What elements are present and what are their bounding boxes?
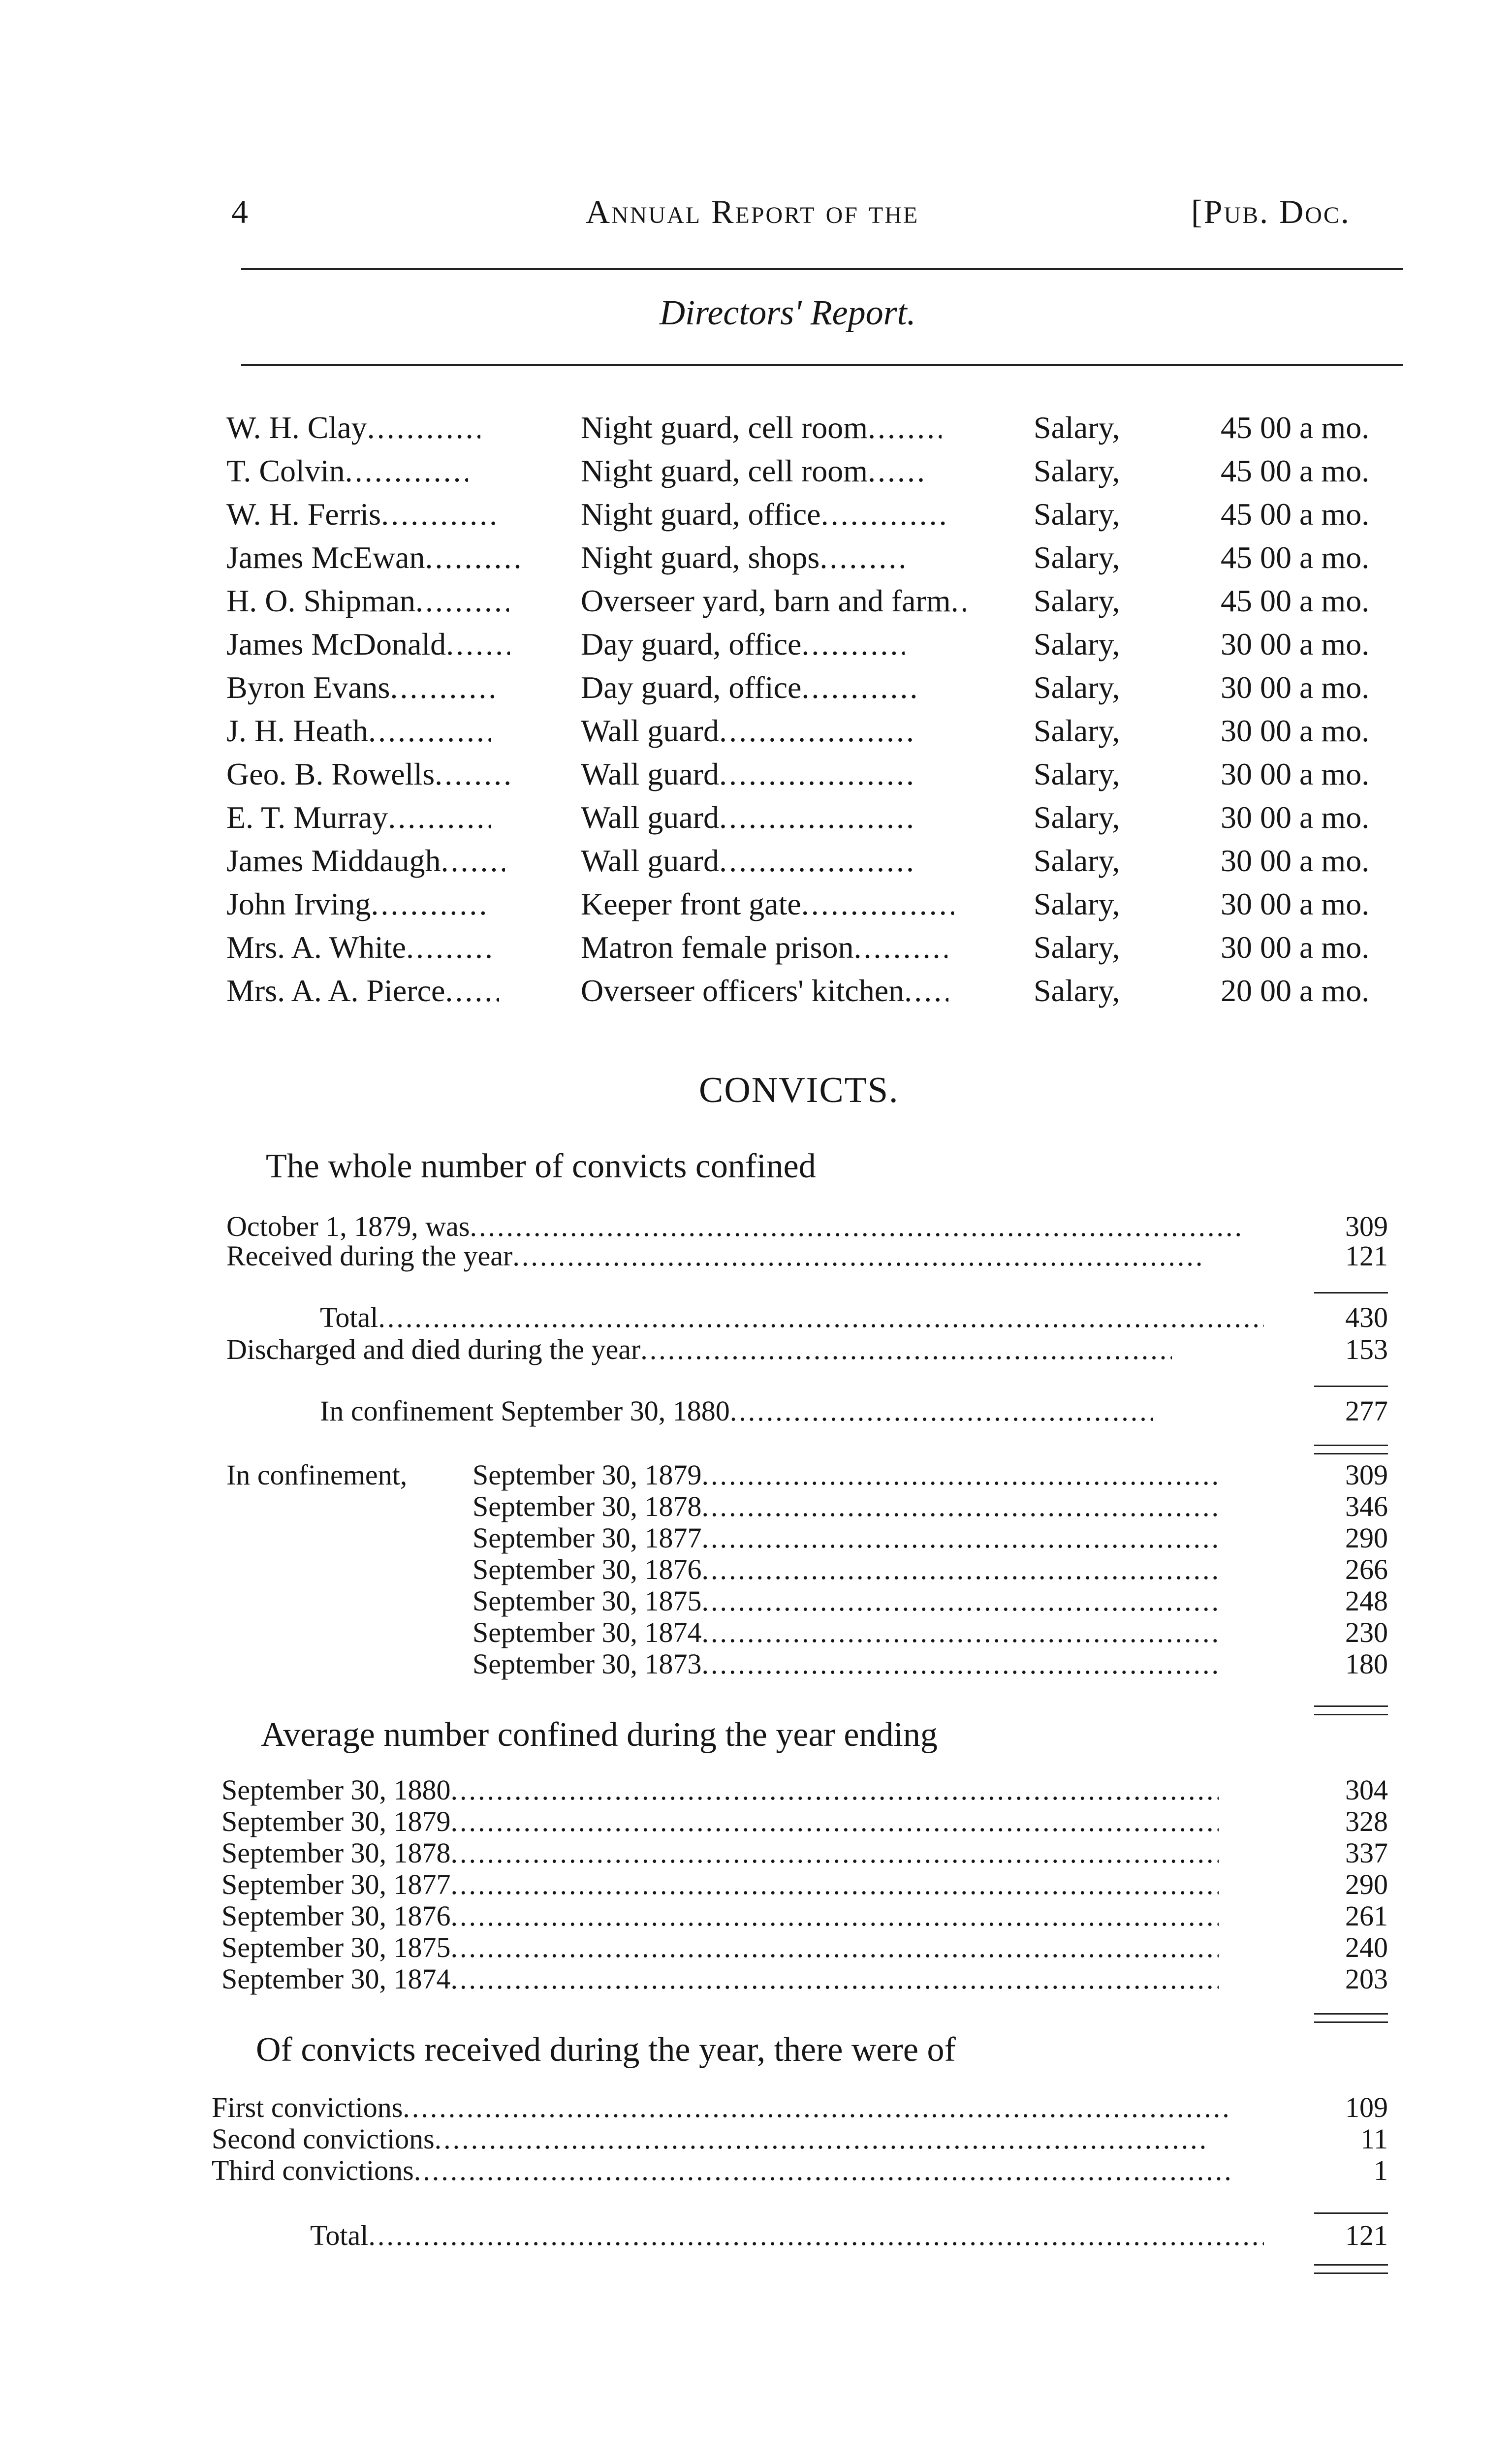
average-value: 203 bbox=[1345, 1963, 1388, 1995]
convictions-total-value: 121 bbox=[1345, 2219, 1388, 2251]
average-row bbox=[221, 1837, 1219, 1869]
leader-dots bbox=[801, 623, 905, 666]
in-confinement-1880-label: In confinement September 30, 1880 bbox=[320, 1395, 730, 1427]
history-value: 248 bbox=[1345, 1585, 1388, 1617]
leader-dots bbox=[702, 1554, 1219, 1585]
average-value: 261 bbox=[1345, 1900, 1388, 1932]
leader-dots bbox=[381, 493, 499, 536]
leader-dots bbox=[854, 926, 947, 969]
difference-rule bbox=[1314, 1386, 1388, 1387]
history-row bbox=[472, 1491, 1219, 1522]
history-prefix: In confinement, bbox=[226, 1459, 408, 1491]
history-row bbox=[472, 1459, 1219, 1491]
in-confinement-1880-row bbox=[320, 1395, 1153, 1427]
convictions-total-label: Total bbox=[310, 2219, 369, 2251]
history-date: September 30, 1875 bbox=[472, 1585, 702, 1617]
staff-pay-type: Salary, bbox=[1034, 973, 1120, 1008]
staff-name: Mrs. A. A. Pierce..... bbox=[226, 969, 499, 1012]
conviction-row bbox=[212, 2092, 1229, 2123]
staff-amount: 30 00 a mo. bbox=[1221, 800, 1370, 835]
page-number: 4 bbox=[231, 193, 248, 230]
convicts-heading: CONVICTS. bbox=[699, 1070, 899, 1110]
staff-position: Overseer yard, barn and farm..... bbox=[581, 579, 966, 623]
average-date: September 30, 1876 bbox=[221, 1900, 451, 1932]
leader-dots bbox=[445, 969, 499, 1012]
staff-pay-type: Salary, bbox=[1034, 930, 1120, 965]
discharged-value: 153 bbox=[1345, 1333, 1388, 1365]
leader-dots bbox=[345, 449, 468, 493]
discharged-label: Discharged and died during the year bbox=[226, 1333, 641, 1365]
leader-dots bbox=[435, 753, 513, 796]
staff-pay-type: Salary, bbox=[1034, 583, 1120, 618]
conviction-value: 11 bbox=[1360, 2123, 1388, 2155]
leader-dots bbox=[730, 1395, 1153, 1427]
discharged-row bbox=[226, 1334, 1172, 1365]
staff-position: Matron female prison..... bbox=[581, 926, 947, 969]
staff-amount: 20 00 a mo. bbox=[1221, 973, 1370, 1008]
received-row bbox=[226, 1240, 1201, 1272]
staff-amount: 30 00 a mo. bbox=[1221, 886, 1370, 921]
leader-dots bbox=[640, 1334, 1172, 1365]
staff-position: Day guard, office..... bbox=[581, 666, 919, 709]
staff-name: John Irving..... bbox=[226, 883, 489, 926]
in-confinement-1880-value: 277 bbox=[1345, 1395, 1388, 1427]
history-row bbox=[472, 1585, 1219, 1617]
history-value: 180 bbox=[1345, 1648, 1388, 1680]
staff-amount: 45 00 a mo. bbox=[1221, 540, 1370, 575]
staff-position: Night guard, office..... bbox=[581, 493, 949, 536]
whole-number-lead: The whole number of convicts confined bbox=[266, 1147, 816, 1185]
leader-dots bbox=[512, 1240, 1201, 1272]
oct-1879-value: 309 bbox=[1345, 1210, 1388, 1242]
average-row bbox=[221, 1869, 1219, 1900]
staff-amount: 30 00 a mo. bbox=[1221, 843, 1370, 878]
leader-dots bbox=[801, 666, 919, 709]
staff-position: Overseer officers' kitchen..... bbox=[581, 969, 948, 1012]
total-row bbox=[320, 1302, 1264, 1333]
conviction-value: 1 bbox=[1374, 2154, 1388, 2186]
leader-dots bbox=[403, 2092, 1229, 2123]
subtitle-rule bbox=[241, 364, 1403, 366]
average-date: September 30, 1878 bbox=[221, 1837, 451, 1869]
history-row bbox=[472, 1648, 1219, 1680]
staff-pay-type: Salary, bbox=[1034, 410, 1120, 445]
average-date: September 30, 1875 bbox=[221, 1931, 451, 1963]
staff-pay-type: Salary, bbox=[1034, 670, 1120, 705]
leader-dots bbox=[451, 1806, 1219, 1837]
history-date: September 30, 1878 bbox=[472, 1490, 702, 1522]
average-value: 240 bbox=[1345, 1931, 1388, 1963]
staff-position: Night guard, cell room..... bbox=[581, 449, 927, 493]
staff-name: Byron Evans..... bbox=[226, 666, 498, 709]
leader-dots bbox=[451, 1900, 1219, 1932]
staff-amount: 30 00 a mo. bbox=[1221, 757, 1370, 791]
average-row bbox=[221, 1963, 1219, 1995]
double-rule bbox=[1314, 1705, 1388, 1715]
history-date: September 30, 1873 bbox=[472, 1648, 702, 1680]
staff-position: Wall guard..... bbox=[581, 839, 916, 883]
leader-dots bbox=[904, 969, 948, 1012]
section-subtitle: Directors' Report. bbox=[660, 293, 916, 332]
history-date: September 30, 1877 bbox=[472, 1522, 702, 1554]
staff-pay-type: Salary, bbox=[1034, 843, 1120, 878]
average-value: 328 bbox=[1345, 1805, 1388, 1837]
leader-dots bbox=[367, 406, 480, 449]
leader-dots bbox=[425, 536, 523, 579]
leader-dots bbox=[390, 666, 498, 709]
history-value: 230 bbox=[1345, 1616, 1388, 1648]
history-row bbox=[472, 1522, 1219, 1554]
average-lead: Average number confined during the year ending bbox=[261, 1716, 938, 1754]
leader-dots bbox=[446, 623, 510, 666]
leader-dots bbox=[868, 406, 942, 449]
staff-name: Geo. B. Rowells..... bbox=[226, 753, 513, 796]
staff-name: Mrs. A. White..... bbox=[226, 926, 495, 969]
leader-dots bbox=[821, 493, 949, 536]
staff-amount: 45 00 a mo. bbox=[1221, 583, 1370, 618]
double-rule bbox=[1314, 2013, 1388, 2023]
leader-dots bbox=[702, 1522, 1219, 1554]
staff-amount: 30 00 a mo. bbox=[1221, 713, 1370, 748]
conviction-label: Third convictions bbox=[212, 2154, 414, 2186]
staff-name: W. H. Clay..... bbox=[226, 406, 480, 449]
leader-dots bbox=[371, 883, 489, 926]
leader-dots bbox=[388, 796, 491, 839]
leader-dots bbox=[441, 839, 505, 883]
leader-dots bbox=[368, 709, 491, 753]
average-value: 337 bbox=[1345, 1837, 1388, 1869]
leader-dots bbox=[819, 536, 908, 579]
leader-dots bbox=[868, 449, 927, 493]
leader-dots bbox=[702, 1491, 1219, 1522]
average-row bbox=[221, 1774, 1219, 1806]
staff-name: J. H. Heath..... bbox=[226, 709, 491, 753]
staff-position: Wall guard..... bbox=[581, 709, 916, 753]
leader-dots bbox=[435, 2123, 1207, 2155]
staff-pay-type: Salary, bbox=[1034, 627, 1120, 662]
history-value: 266 bbox=[1345, 1553, 1388, 1585]
oct-1879-label: October 1, 1879, was bbox=[226, 1210, 470, 1242]
staff-pay-type: Salary, bbox=[1034, 453, 1120, 488]
leader-dots bbox=[702, 1459, 1219, 1491]
average-date: September 30, 1879 bbox=[221, 1805, 451, 1837]
average-date: September 30, 1880 bbox=[221, 1774, 451, 1806]
history-date: September 30, 1874 bbox=[472, 1616, 702, 1648]
leader-dots bbox=[451, 1869, 1219, 1900]
staff-amount: 45 00 a mo. bbox=[1221, 497, 1370, 532]
leader-dots bbox=[378, 1302, 1264, 1333]
convictions-total-row bbox=[310, 2220, 1264, 2251]
staff-name: T. Colvin..... bbox=[226, 449, 468, 493]
staff-position: Day guard, office..... bbox=[581, 623, 905, 666]
leader-dots bbox=[719, 753, 916, 796]
history-date: September 30, 1879 bbox=[472, 1459, 702, 1491]
staff-pay-type: Salary, bbox=[1034, 713, 1120, 748]
average-row bbox=[221, 1806, 1219, 1837]
leader-dots bbox=[719, 709, 916, 753]
staff-amount: 45 00 a mo. bbox=[1221, 453, 1370, 488]
history-value: 346 bbox=[1345, 1490, 1388, 1522]
staff-name: James McEwan..... bbox=[226, 536, 523, 579]
received-lead: Of convicts received during the year, there were of bbox=[256, 2031, 956, 2069]
leader-dots bbox=[368, 2220, 1264, 2251]
leader-dots bbox=[702, 1617, 1219, 1648]
oct-1879-row bbox=[226, 1211, 1243, 1242]
history-value: 309 bbox=[1345, 1459, 1388, 1491]
average-row bbox=[221, 1932, 1219, 1963]
conviction-row bbox=[212, 2155, 1231, 2186]
conviction-row bbox=[212, 2123, 1207, 2155]
leader-dots bbox=[451, 1963, 1219, 1995]
staff-amount: 30 00 a mo. bbox=[1221, 670, 1370, 705]
staff-pay-type: Salary, bbox=[1034, 540, 1120, 575]
leader-dots bbox=[470, 1211, 1243, 1242]
staff-name: James McDonald..... bbox=[226, 623, 510, 666]
sum-rule bbox=[1314, 1292, 1388, 1294]
total-label: Total bbox=[320, 1301, 378, 1333]
leader-dots bbox=[719, 839, 916, 883]
staff-position: Night guard, shops..... bbox=[581, 536, 908, 579]
total-value: 430 bbox=[1345, 1301, 1388, 1333]
history-row bbox=[472, 1617, 1219, 1648]
double-rule bbox=[1314, 1445, 1388, 1454]
staff-pay-type: Salary, bbox=[1034, 497, 1120, 532]
leader-dots bbox=[451, 1837, 1219, 1869]
staff-name: H. O. Shipman..... bbox=[226, 579, 509, 623]
staff-position: Night guard, cell room..... bbox=[581, 406, 942, 449]
staff-pay-type: Salary, bbox=[1034, 757, 1120, 791]
received-label: Received during the year bbox=[226, 1240, 513, 1272]
conviction-label: Second convictions bbox=[212, 2123, 435, 2155]
header-rule bbox=[241, 268, 1403, 270]
leader-dots bbox=[406, 926, 495, 969]
sum-rule bbox=[1314, 2212, 1388, 2214]
leader-dots bbox=[414, 2155, 1231, 2186]
staff-position: Wall guard..... bbox=[581, 796, 916, 839]
history-row bbox=[472, 1554, 1219, 1585]
received-value: 121 bbox=[1345, 1240, 1388, 1272]
leader-dots bbox=[451, 1774, 1219, 1806]
staff-name: E. T. Murray..... bbox=[226, 796, 491, 839]
leader-dots bbox=[951, 579, 966, 623]
leader-dots bbox=[702, 1585, 1219, 1617]
conviction-label: First convictions bbox=[212, 2091, 403, 2123]
staff-amount: 45 00 a mo. bbox=[1221, 410, 1370, 445]
staff-name: W. H. Ferris..... bbox=[226, 493, 499, 536]
staff-name: James Middaugh..... bbox=[226, 839, 505, 883]
staff-amount: 30 00 a mo. bbox=[1221, 930, 1370, 965]
staff-pay-type: Salary, bbox=[1034, 800, 1120, 835]
leader-dots bbox=[415, 579, 509, 623]
average-value: 290 bbox=[1345, 1868, 1388, 1900]
document-reference: [Pub. Doc. bbox=[1191, 193, 1351, 230]
staff-position: Keeper front gate..... bbox=[581, 883, 954, 926]
leader-dots bbox=[451, 1932, 1219, 1963]
average-date: September 30, 1877 bbox=[221, 1868, 451, 1900]
staff-pay-type: Salary, bbox=[1034, 886, 1120, 921]
conviction-value: 109 bbox=[1345, 2091, 1388, 2123]
leader-dots bbox=[719, 796, 916, 839]
average-value: 304 bbox=[1345, 1774, 1388, 1806]
staff-position: Wall guard..... bbox=[581, 753, 916, 796]
running-title: Annual Report of the bbox=[586, 193, 919, 230]
leader-dots bbox=[801, 883, 954, 926]
staff-amount: 30 00 a mo. bbox=[1221, 627, 1370, 662]
double-rule bbox=[1314, 2264, 1388, 2274]
history-value: 290 bbox=[1345, 1522, 1388, 1554]
average-row bbox=[221, 1900, 1219, 1932]
history-date: September 30, 1876 bbox=[472, 1553, 702, 1585]
leader-dots bbox=[702, 1648, 1219, 1680]
average-date: September 30, 1874 bbox=[221, 1963, 451, 1995]
